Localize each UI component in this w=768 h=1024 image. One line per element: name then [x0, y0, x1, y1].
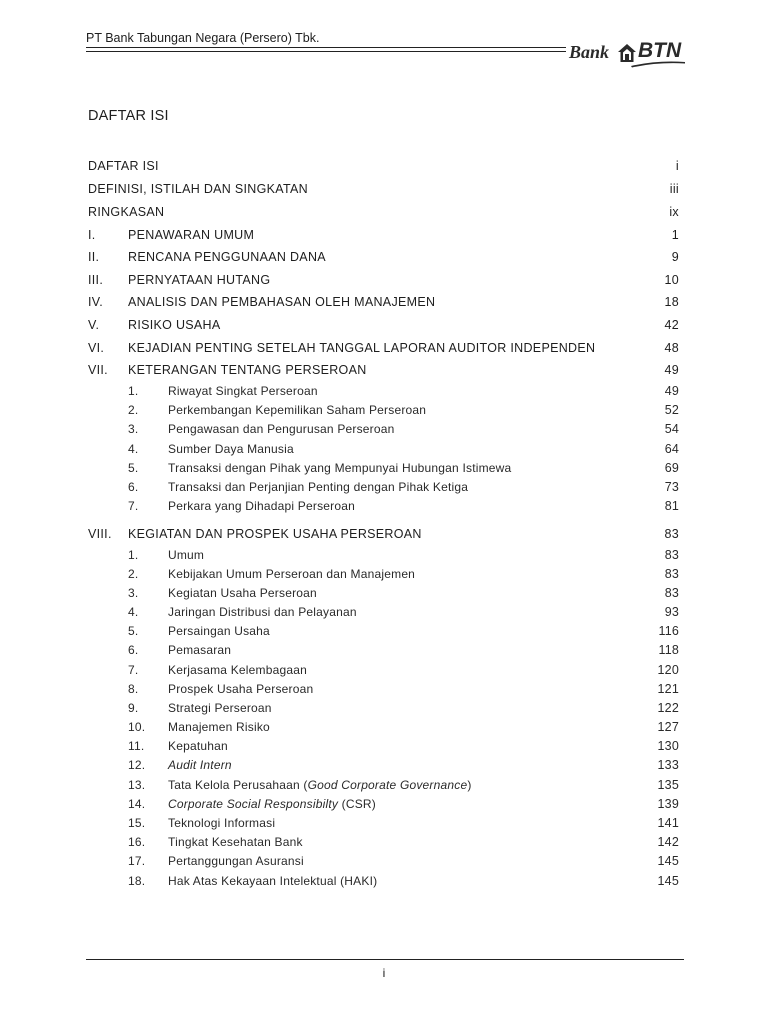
toc-entry-page: i	[675, 159, 679, 173]
toc-chapter[interactable]	[0, 316, 768, 334]
toc-section[interactable]	[0, 661, 768, 679]
toc-section-page: 54	[664, 422, 679, 436]
toc-section-page: 133	[657, 758, 679, 772]
toc-chapter[interactable]	[0, 293, 768, 311]
toc-chapter-page: 48	[664, 341, 679, 355]
logo-bank-text: Bank	[569, 42, 610, 62]
toc-section-page: 122	[657, 701, 679, 715]
toc-section-label: Kegiatan Usaha Perseroan	[168, 586, 317, 600]
toc-section-number: 1.	[128, 384, 139, 398]
toc-section-page: 116	[658, 624, 679, 638]
toc-section[interactable]	[0, 776, 768, 794]
toc-section-page: 121	[657, 682, 679, 696]
toc-section-label	[168, 795, 376, 813]
toc-section[interactable]	[0, 680, 768, 698]
toc-section-number: 12.	[128, 758, 146, 772]
toc-section-page: 127	[657, 720, 679, 734]
toc-chapter-label: RISIKO USAHA	[128, 318, 221, 332]
toc-section-label-pre: Tata Kelola Perusahaan (	[168, 778, 308, 792]
toc-section-number: 2.	[128, 403, 139, 417]
toc-section-number: 8.	[128, 682, 139, 696]
toc-chapter-number: V.	[88, 318, 100, 332]
toc-section[interactable]	[0, 440, 768, 458]
toc-section[interactable]	[0, 718, 768, 736]
toc-section-label: Prospek Usaha Perseroan	[168, 682, 314, 696]
toc-section-label: Kepatuhan	[168, 739, 228, 753]
toc-chapter[interactable]	[0, 226, 768, 244]
toc-entry-page: iii	[669, 182, 679, 196]
toc-chapter-page: 83	[664, 527, 679, 541]
toc-section-page: 118	[658, 643, 679, 657]
toc-section-label-post: )	[467, 778, 472, 792]
toc-section-number: 10.	[128, 720, 146, 734]
toc-section[interactable]	[0, 814, 768, 832]
toc-section-page: 64	[664, 442, 679, 456]
toc-section-number: 7.	[128, 499, 139, 513]
toc-section-label: Tingkat Kesehatan Bank	[168, 835, 303, 849]
toc-entry-label: DAFTAR ISI	[88, 159, 159, 173]
toc-entry-label: DEFINISI, ISTILAH DAN SINGKATAN	[88, 182, 308, 196]
toc-section-number: 18.	[128, 874, 146, 888]
toc-section-label: Perkara yang Dihadapi Perseroan	[168, 499, 355, 513]
toc-chapter-page: 10	[664, 273, 679, 287]
toc-entry[interactable]	[0, 180, 768, 198]
toc-section-page: 141	[657, 816, 679, 830]
toc-section-label: Umum	[168, 548, 205, 562]
toc-section[interactable]	[0, 459, 768, 477]
toc-section-page: 145	[657, 854, 679, 868]
toc-section-number: 6.	[128, 643, 139, 657]
toc-chapter-page: 9	[671, 250, 679, 264]
toc-chapter[interactable]	[0, 271, 768, 289]
toc-section-page: 49	[664, 384, 679, 398]
toc-chapter-label: KEJADIAN PENTING SETELAH TANGGAL LAPORAN AUDITOR INDEPENDEN	[128, 341, 596, 355]
toc-entry-label: RINGKASAN	[88, 205, 165, 219]
toc-section-page: 69	[664, 461, 679, 475]
toc-section-label: Teknologi Informasi	[168, 816, 276, 830]
toc-section-label: Transaksi dengan Pihak yang Mempunyai Hubungan Istimewa	[168, 461, 512, 475]
toc-chapter-number: I.	[88, 228, 96, 242]
toc-chapter-page: 18	[664, 295, 679, 309]
toc-chapter-page: 1	[671, 228, 679, 242]
toc-section[interactable]	[0, 603, 768, 621]
toc-section-page: 120	[657, 663, 679, 677]
toc-section-number: 17.	[128, 854, 146, 868]
toc-section-page: 135	[657, 778, 679, 792]
toc-section-page: 73	[664, 480, 679, 494]
logo-swoosh	[629, 60, 687, 68]
toc-section-label: Riwayat Singkat Perseroan	[168, 384, 318, 398]
toc-section-page: 83	[664, 548, 679, 562]
toc-chapter-label: ANALISIS DAN PEMBAHASAN OLEH MANAJEMEN	[128, 295, 436, 309]
footer-page-number: i	[382, 966, 386, 980]
toc-section-label: Transaksi dan Perjanjian Penting dengan Pihak Ketiga	[168, 480, 469, 494]
toc-section-number: 5.	[128, 461, 139, 475]
toc-chapter[interactable]	[0, 361, 768, 379]
toc-section-page: 81	[664, 499, 679, 513]
toc-section[interactable]	[0, 622, 768, 640]
toc-chapter-label: PENAWARAN UMUM	[128, 228, 255, 242]
toc-section-number: 13.	[128, 778, 146, 792]
toc-section[interactable]	[0, 833, 768, 851]
toc-section[interactable]	[0, 565, 768, 583]
toc-section-label	[168, 756, 232, 774]
page-title: DAFTAR ISI	[88, 108, 169, 124]
toc-chapter-number: III.	[88, 273, 104, 287]
toc-section-label: Manajemen Risiko	[168, 720, 270, 734]
toc-section-label: Sumber Daya Manusia	[168, 442, 294, 456]
toc-section-number: 14.	[128, 797, 146, 811]
toc-entry-page: ix	[669, 205, 679, 219]
toc-section-number: 16.	[128, 835, 146, 849]
toc-chapter-number: VIII.	[88, 527, 112, 541]
toc-chapter-number: IV.	[88, 295, 104, 309]
toc-chapter[interactable]	[0, 339, 768, 357]
toc-section-label: Pertanggungan Asuransi	[168, 854, 304, 868]
toc-section[interactable]	[0, 420, 768, 438]
toc-chapter-label: KETERANGAN TENTANG PERSEROAN	[128, 363, 367, 377]
toc-section-number: 9.	[128, 701, 139, 715]
toc-section-number: 2.	[128, 567, 139, 581]
toc-chapter[interactable]	[0, 248, 768, 266]
toc-section-label	[168, 776, 472, 794]
toc-section-label-italic: Good Corporate Governance	[307, 778, 468, 792]
toc-chapter-number: II.	[88, 250, 100, 264]
toc-section-page: 93	[664, 605, 679, 619]
toc-section[interactable]	[0, 756, 768, 774]
toc-chapter-number: VII.	[88, 363, 108, 377]
toc-section-number: 15.	[128, 816, 146, 830]
toc-section-page: 83	[664, 567, 679, 581]
toc-chapter-page: 42	[664, 318, 679, 332]
toc-section-label: Jaringan Distribusi dan Pelayanan	[168, 605, 357, 619]
toc-section-number: 11.	[128, 739, 145, 753]
logo-btn-text: BTN	[638, 39, 682, 62]
toc-section-label-post: (CSR)	[338, 797, 376, 811]
toc-section-label: Pengawasan dan Pengurusan Perseroan	[168, 422, 395, 436]
toc-section-number: 6.	[128, 480, 139, 494]
toc-section[interactable]	[0, 872, 768, 890]
toc-section[interactable]	[0, 699, 768, 717]
toc-section-number: 4.	[128, 605, 139, 619]
toc-chapter[interactable]	[0, 525, 768, 543]
toc-chapter-label: RENCANA PENGGUNAAN DANA	[128, 250, 326, 264]
toc-chapter-label: PERNYATAAN HUTANG	[128, 273, 271, 287]
toc-section-label: Kebijakan Umum Perseroan dan Manajemen	[168, 567, 416, 581]
toc-section[interactable]	[0, 401, 768, 419]
toc-section-label: Pemasaran	[168, 643, 232, 657]
toc-section-label-italic: Corporate Social Responsibilty	[168, 797, 339, 811]
toc-section-page: 139	[657, 797, 679, 811]
toc-section-label-italic: Audit Intern	[168, 758, 232, 772]
toc-entry[interactable]	[0, 157, 768, 175]
footer-rule	[86, 959, 684, 960]
header-rule	[86, 51, 566, 52]
toc-section-number: 3.	[128, 586, 139, 600]
toc-chapter-page: 49	[664, 363, 679, 377]
toc-section-label: Hak Atas Kekayaan Intelektual (HAKI)	[168, 874, 378, 888]
toc-section-page: 145	[657, 874, 679, 888]
toc-section-number: 3.	[128, 422, 139, 436]
toc-entry[interactable]	[0, 203, 768, 221]
toc-section[interactable]	[0, 737, 768, 755]
company-name: PT Bank Tabungan Negara (Persero) Tbk.	[86, 31, 320, 45]
toc-chapter-number: VI.	[88, 341, 105, 355]
toc-chapter-label: KEGIATAN DAN PROSPEK USAHA PERSEROAN	[128, 527, 422, 541]
toc-section-page: 130	[657, 739, 679, 753]
header-rule	[86, 47, 566, 48]
toc-section[interactable]	[0, 382, 768, 400]
toc-section[interactable]	[0, 478, 768, 496]
toc-section-label: Strategi Perseroan	[168, 701, 272, 715]
toc-section-label: Persaingan Usaha	[168, 624, 270, 638]
toc-section[interactable]	[0, 497, 768, 515]
toc-section-page: 52	[664, 403, 679, 417]
toc-section[interactable]	[0, 641, 768, 659]
toc-section[interactable]	[0, 852, 768, 870]
toc-section-page: 142	[657, 835, 679, 849]
toc-section-number: 5.	[128, 624, 139, 638]
toc-section[interactable]	[0, 584, 768, 602]
toc-section-number: 4.	[128, 442, 139, 456]
toc-section-number: 1.	[128, 548, 139, 562]
toc-section-label: Kerjasama Kelembagaan	[168, 663, 307, 677]
toc-section-number: 7.	[128, 663, 139, 677]
toc-section-label: Perkembangan Kepemilikan Saham Perseroan	[168, 403, 427, 417]
toc-section[interactable]	[0, 546, 768, 564]
toc-section[interactable]	[0, 795, 768, 813]
bank-btn-logo	[569, 38, 687, 70]
toc-section-page: 83	[664, 586, 679, 600]
